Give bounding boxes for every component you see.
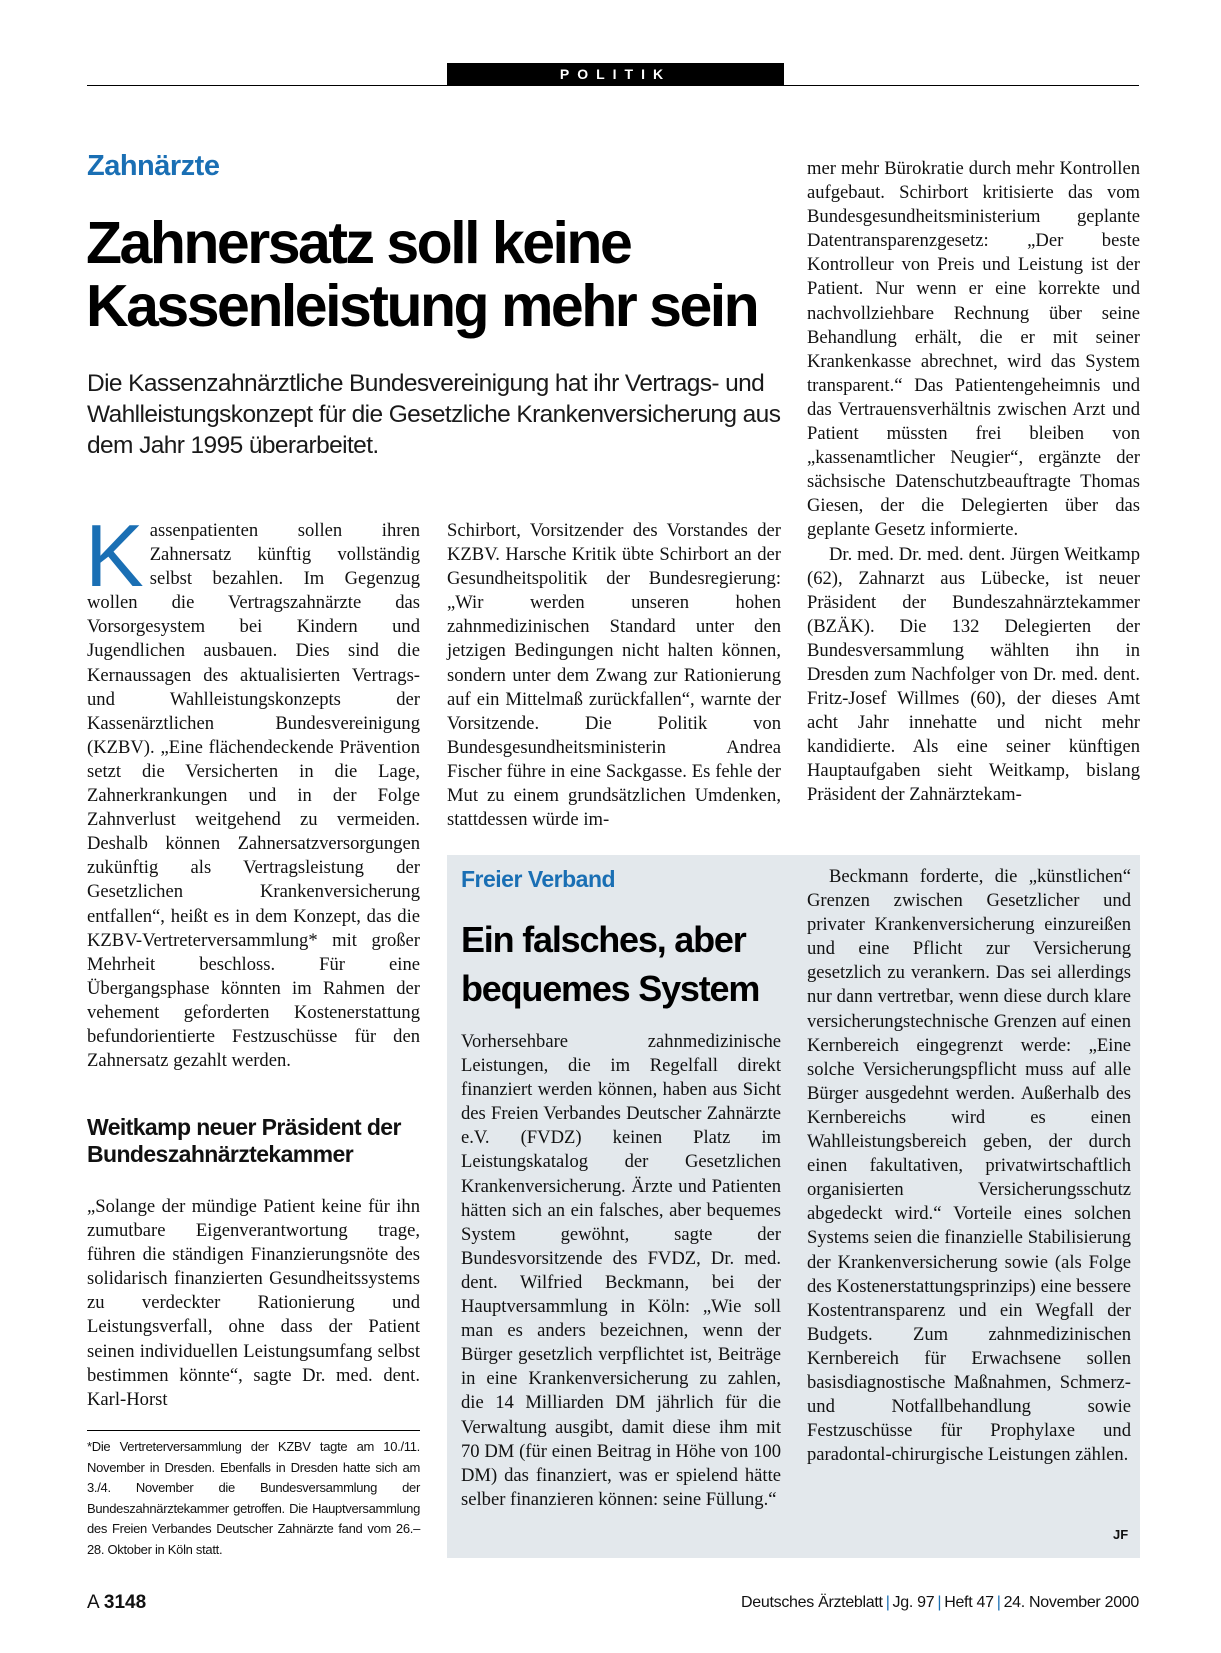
article-subheading: Weitkamp neuer Präsident der Bundeszahnärztekammer [87, 1114, 401, 1167]
article-column-1-continued [87, 1195, 420, 1412]
box-column-2 [807, 865, 1131, 1467]
article-lead: Die Kassenzahnärztliche Bundesvereinigung hat ihr Vertrags- und Wahlleistungskonzept für die Gesetzliche Krankenversicherung aus dem Jahr 1995 überarbeitet. [87, 370, 781, 459]
article-column-3 [807, 157, 1140, 808]
drop-cap: K [85, 506, 144, 605]
box-headline-line-1: Ein falsches, aber [461, 919, 746, 960]
box-headline-line-2: bequemes System [461, 968, 760, 1009]
journal-name: Deutsches Ärzteblatt [741, 1594, 883, 1611]
box-column-1 [461, 1030, 781, 1512]
footnote: *Die Vertreterversammlung der KZBV tagte am 10./11. November in Dresden. Ebenfalls in Dresden hatte sich am 3./4. November die Bundesversammlung der Bundeszahnärztekammer getroffen. Die Hauptversammlung des Freien Verbandes Deutscher Zahnärzte fand vom 26.–28. Oktober in Köln statt. [87, 1439, 420, 1557]
box-kicker: Freier Verband [461, 866, 616, 892]
journal-issue: Heft 47 [944, 1594, 994, 1611]
separator: | [885, 1594, 890, 1611]
article-paragraph-4: mer mehr Bürokratie durch mehr Kontrollen aufgebaut. Schirbort kritisierte das vom Bundesgesundheitsministerium geplante Datentransparenzgesetz: „Der beste Kontrolleur von Preis und Leistung ist der Patient. Nur wenn er eine korrekte und nachvollziehbare Rechnung über seine Behandlung erhält, die er mit seiner Krankenkasse abrechnet, wird das System transparent.“ Das Patientengeheimnis und das Vertrauensverhältnis zwischen Arzt und Patient müssten frei bleiben von „kassenamtlicher Neugier“, ergänzte der sächsische Datenschutzbeauftragte Thomas Giesen, der die Delegierten über das geplante Gesetz informierte. [807, 158, 1140, 541]
article-paragraph-2: „Solange der mündige Patient keine für ihn zumutbare Eigenverantwortung trage, führen die ständigen Finanzierungsnöte des solidarisch finanzierten Gesundheitssystems zu verdeckter Rationierung und Leistungsverfall, ohne dass der Patient seinen individuellen Leistungsumfang selbst bestimmen könnte“, sagte Dr. med. dent. Karl-Horst [87, 1196, 420, 1410]
article-column-2 [447, 519, 781, 832]
page-prefix: A [87, 1592, 99, 1613]
box-signature: JF [1113, 1527, 1129, 1542]
headline-line-1: Zahnersatz soll keine [86, 210, 631, 276]
page-number [87, 1592, 146, 1614]
article-headline [86, 212, 786, 338]
journal-volume: Jg. 97 [892, 1594, 935, 1611]
footnote-rule [87, 1430, 420, 1431]
box-paragraph-2: Beckmann forderte, die „künstlichen“ Grenzen zwischen Gesetzlicher und privater Krankenversicherung einzureißen und eine Pflicht zur Versicherung gesetzlich zu verankern. Das sei allerdings nur dann vertretbar, wenn diese durch klare versicherungstechnische Grenzen auf einen Kernbereich eingegrenzt werde: „Eine solche Versicherungspflicht muss auf alle Bürger ausgedehnt werden. Außerhalb des Kernbereichs wird es einen Wahlleistungsbereich geben, der durch einen fakultativen, privatwirtschaftlich organisierten Versicherungsschutz abgedeckt wird.“ Vorteile eines solchen Systems seien die finanzielle Stabilisierung der Krankenversicherung sowie (als Folge des Kostenerstattungsprinzips) eine bessere Kostentransparenz und ein Wegfall der Budgets. Zum zahnmedizinischen Kernbereich für Erwachsene sollen basisdiagnostische Maßnahmen, Schmerz- und Notfallbehandlung sowie Festzuschüsse für Prophylaxe und paradontal-chirurgische Leistungen zählen. [807, 866, 1131, 1466]
article-paragraph-3: Schirbort, Vorsitzender des Vorstandes der KZBV. Harsche Kritik übte Schirbort an der Gesundheitspolitik der Bundesregierung: „Wir werden unseren hohen zahnmedizinischen Standard unter den jetzigen Bedingungen nicht halten können, sondern unter dem Zwang zur Rationierung auf ein Mittelmaß zurückfallen“, warnte der Vorsitzende. Die Politik von Bundesgesundheitsministerin Andrea Fischer führe in eine Sackgasse. Es fehle der Mut zu einem grundsätzlichen Umdenken, stattdessen würde im- [447, 520, 781, 831]
article-paragraph-1: assenpatienten sollen ihren Zahnersatz künftig vollständig selbst bezahlen. Im Gegenzug wollen die Vertragszahnärzte das Vorsorgesystem bei Kindern und Jugendlichen ausbauen. Dies sind die Kernaussagen des aktualisierten Vertrags- und Wahlleistungskonzepts der Kassenärztlichen Bundesvereinigung (KZBV). „Eine flächendeckende Prävention setzt die Versicherten in die Lage, Zahnerkrankungen und in der Folge Zahnverlust weitgehend zu vermeiden. Deshalb können Zahnersatzversorgungen zukünftig als Vertragsleistung der Gesetzlichen Krankenversicherung entfallen“, heißt es in dem Konzept, das die KZBV-Vertreterversammlung* mit großer Mehrheit beschloss. Für eine Übergangsphase könnten im Rahmen der vehement geforderten Kostenerstattung befundorientierte Festzuschüsse für den Zahnersatz gezahlt werden. [87, 520, 420, 1072]
box-headline [461, 915, 781, 1013]
page-number-value: 3148 [103, 1592, 147, 1613]
header-rule [87, 85, 1139, 86]
box-paragraph-1: Vorhersehbare zahnmedizinische Leistungen, die im Regelfall direkt finanziert werden können, haben aus Sicht des Freien Verbandes Deutscher Zahnärzte e.V. (FVDZ) keinen Platz im Leistungskatalog der Gesetzlichen Krankenversicherung. Ärzte und Patienten hätten sich an ein falsches, aber bequemes System gewöhnt, sagte der Bundesvorsitzende des FVDZ, Dr. med. dent. Wilfried Beckmann, bei der Hauptversammlung in Köln: „Wie soll man es anders bezeichnen, wenn der Bürger gesetzlich verpflichtet ist, Beiträge in eine Krankenversicherung zu zahlen, die 14 Milliarden DM jährlich für die Verwaltung ausgibt, damit diese ihm mit 70 DM (für einen Beitrag in Höhe von 100 DM) das finanziert, was er spielend hätte selber finanzieren können: seine Füllung.“ [461, 1031, 781, 1510]
journal-info [741, 1594, 1139, 1612]
article-paragraph-5: Dr. med. Dr. med. dent. Jürgen Weitkamp (62), Zahnarzt aus Lübecke, ist neuer Präsident der Bundeszahnärztekammer (BZÄK). Die 132 Delegierten der Bundesversammlung wählten ihn in Dresden zum Nachfolger von Dr. med. dent. Fritz-Josef Willmes (60), der dieses Amt acht Jahr innehatte und nicht mehr kandidierte. Als eine seiner künftigen Hauptaufgaben sieht Weitkamp, bislang Präsident der Zahnärztekam- [807, 543, 1140, 806]
journal-date: 24. November 2000 [1003, 1594, 1139, 1611]
article-column-1 [85, 506, 420, 1073]
headline-line-2: Kassenleistung mehr sein [86, 273, 758, 339]
article-kicker: Zahnärzte [87, 150, 220, 182]
section-label: POLITIK [447, 63, 784, 85]
separator: | [937, 1594, 942, 1611]
separator: | [996, 1594, 1001, 1611]
